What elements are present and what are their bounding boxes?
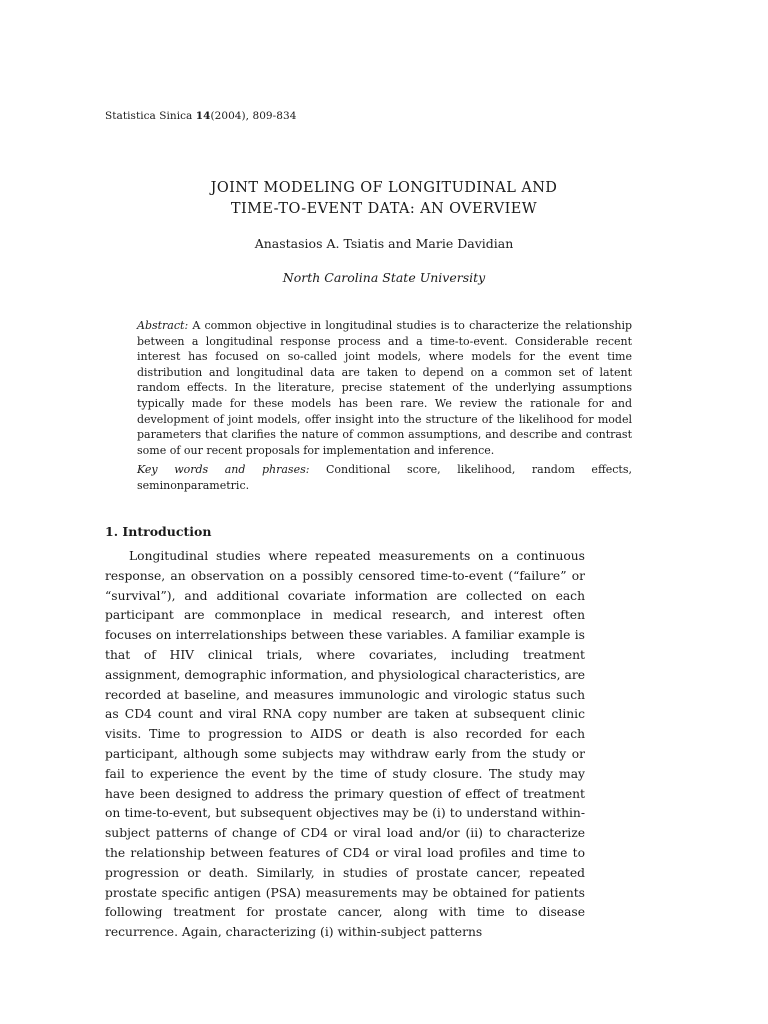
keywords-text: Conditional score, likelihood, random effects, seminonparametric. bbox=[137, 463, 632, 492]
journal-year-pages: (2004), 809-834 bbox=[210, 110, 297, 122]
journal-citation bbox=[105, 110, 296, 122]
paper-title bbox=[0, 178, 768, 220]
section-heading: 1. Introduction bbox=[105, 524, 212, 539]
introduction-paragraph: Longitudinal studies where repeated measurements on a continuous response, an observation on a possibly censored time-to-event (“failure” or “survival”), and additional covariate information are collected on each participant are commonplace in medical research, and interest often focuses on interrelationships between these variables. A familiar example is that of HIV clinical trials, where covariates, including treatment assignment, demographic information, and physiological characteristics, are recorded at baseline, and measures immunologic and virologic status such as CD4 count and viral RNA copy number are taken at subsequent clinic visits. Time to progression to AIDS or death is also recorded for each participant, although some subjects may withdraw early from the study or fail to experience the event by the time of study closure. The study may have been designed to address the primary question of effect of treatment on time-to-event, but subsequent objectives may be (i) to understand within-subject patterns of change of CD4 or viral load and/or (ii) to characterize the relationship between features of CD4 or viral load profiles and time to progression or death. Similarly, in studies of prostate cancer, repeated prostate specific antigen (PSA) measurements may be obtained for patients following treatment for prostate cancer, along with time to disease recurrence. Again, characterizing (i) within-subject patterns bbox=[105, 549, 585, 940]
journal-name: Statistica Sinica bbox=[105, 110, 193, 122]
abstract-label: Abstract: bbox=[137, 319, 189, 332]
abstract bbox=[137, 318, 632, 458]
keywords bbox=[137, 462, 632, 493]
affiliation: North Carolina State University bbox=[282, 270, 486, 285]
authors: Anastasios A. Tsiatis and Marie Davidian bbox=[254, 236, 514, 251]
title-line-1: JOINT MODELING OF LONGITUDINAL AND bbox=[210, 180, 558, 196]
title-line-2: TIME-TO-EVENT DATA: AN OVERVIEW bbox=[230, 201, 538, 217]
abstract-text: A common objective in longitudinal studies is to characterize the relationship between a longitudinal response process and a time-to-event. Considerable recent interest has focused on so-called joint models, where models for the event time distribution and longitudinal data are taken to depend on a common set of latent random effects. In the literature, precise statement of the underlying assumptions typically made for these models has been rare. We review the rationale for and development of joint models, offer insight into the structure of the likelihood for model parameters that clarifies the nature of common assumptions, and describe and contrast some of our recent proposals for implementation and inference. bbox=[137, 319, 632, 457]
keywords-label: Key words and phrases: bbox=[137, 463, 310, 476]
journal-volume: 14 bbox=[195, 110, 211, 122]
